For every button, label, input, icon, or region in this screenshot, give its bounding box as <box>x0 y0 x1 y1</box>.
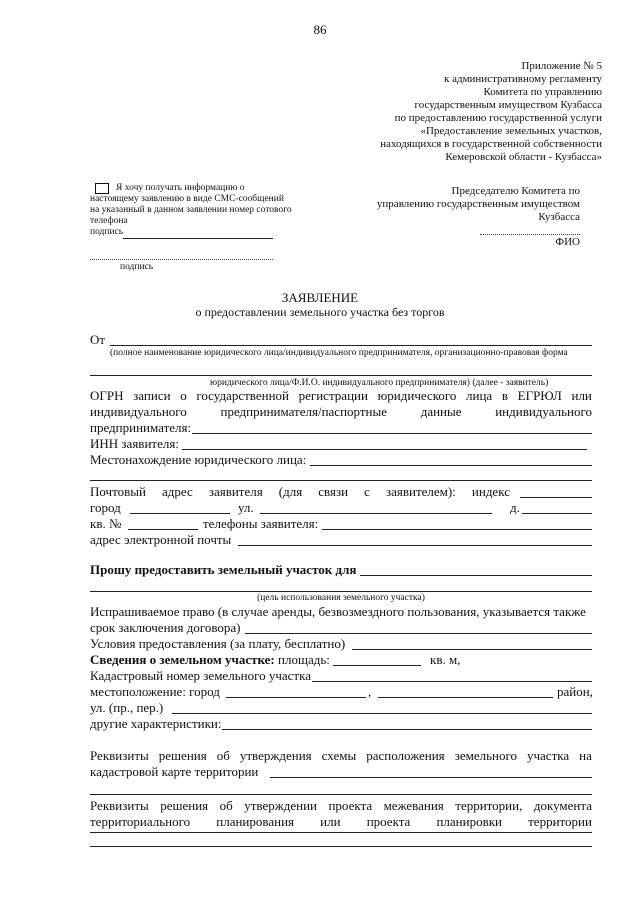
area-field[interactable] <box>333 665 421 666</box>
addressee-line: Председателю Комитета по <box>451 185 580 197</box>
area-unit: кв. м, <box>430 652 461 667</box>
req2-word: планировки <box>436 814 502 829</box>
ogrn-word: записи <box>133 388 171 403</box>
request-field-2[interactable] <box>90 591 592 592</box>
appendix-line: «Предоставление земельных участков, <box>420 125 602 137</box>
district-label: район, <box>557 684 593 699</box>
ogrn-word: данные <box>420 404 462 419</box>
right-text: Испрашиваемое право (в случае аренды, безвозмездного пользования, указывается также <box>90 604 586 619</box>
right-row-1 <box>90 604 592 620</box>
req2-word: территории <box>528 814 592 829</box>
appendix-line: Кемеровской области - Кузбасса» <box>445 151 602 163</box>
conditions-field[interactable] <box>352 649 592 650</box>
ogrn-field[interactable] <box>192 433 592 434</box>
requisites1-field[interactable] <box>270 777 592 778</box>
req2-word: территории, <box>455 798 523 813</box>
postal-row <box>90 484 510 500</box>
location-city-label: местоположение: город <box>90 684 220 699</box>
location-field-2[interactable] <box>90 480 592 481</box>
req2-word: утверждении <box>244 798 317 813</box>
ogrn-word: ОГРН <box>90 388 124 403</box>
addressee-line: Кузбасса <box>538 211 580 223</box>
signature-line[interactable] <box>90 259 273 260</box>
land-info-row <box>90 652 330 668</box>
comma: , <box>368 684 372 699</box>
land-info-label: Сведения о земельном участке: <box>90 652 275 667</box>
from-caption-2: юридического лица/Ф.И.О. индивидуального предпринимателя) (далее - заявитель) <box>210 378 549 388</box>
appendix-line: государственным имуществом Кузбасса <box>414 99 602 111</box>
index-field[interactable] <box>520 497 592 498</box>
sms-line: на указанный в данном заявлении номер сотового <box>90 205 292 215</box>
sms-consent-checkbox[interactable] <box>95 183 109 194</box>
other-label: другие характеристики: <box>90 716 222 731</box>
req2-word: проекта <box>366 814 411 829</box>
ogrn-word: индивидуального <box>495 404 592 419</box>
requisites2-field-2[interactable] <box>90 846 592 847</box>
requisites2-row-2 <box>90 814 592 830</box>
sms-line: телефона <box>90 216 128 226</box>
right-field[interactable] <box>245 633 592 634</box>
req1-word: Реквизиты <box>90 748 149 763</box>
req1-word: земельного <box>454 748 517 763</box>
req2-word: документа <box>533 798 592 813</box>
ogrn-word: или <box>571 388 592 403</box>
request-field[interactable] <box>360 575 592 576</box>
ogrn-word: индивидуального <box>90 404 187 419</box>
appendix-line: к административному регламенту <box>444 73 602 85</box>
street-label: ул. <box>238 500 254 515</box>
postal-word: (для <box>278 484 303 499</box>
phones-field[interactable] <box>322 529 592 530</box>
area-label: площадь: <box>278 652 330 667</box>
from-caption-1: (полное наименование юридического лица/индивидуального предпринимателя, организационно-правовая форма <box>110 348 568 358</box>
req1-word: на <box>579 748 592 763</box>
appendix-line: находящихся в государственной собственности <box>380 138 602 150</box>
land-street-label: ул. (пр., пер.) <box>90 700 164 715</box>
email-label: адрес электронной почты <box>90 532 232 547</box>
sms-signed-line[interactable] <box>123 238 273 239</box>
requisites1-row-1 <box>90 748 592 764</box>
req1-word: участка <box>527 748 570 763</box>
req2-word: об <box>219 798 233 813</box>
ogrn-word: ЕГРЮЛ <box>517 388 562 403</box>
cadastral-field[interactable] <box>312 681 592 682</box>
appendix-line: Приложение № 5 <box>521 60 602 72</box>
sms-signed-label: подпись <box>90 227 124 237</box>
requisites1-row-2: кадастровой карте территории <box>90 764 259 779</box>
ogrn-word: о <box>180 388 187 403</box>
right-row-2: срок заключения договора) <box>90 620 241 635</box>
sms-line: настоящему заявлению в виде СМС-сообщений <box>90 194 284 204</box>
from-line[interactable] <box>110 345 592 346</box>
apt-field[interactable] <box>128 529 198 530</box>
req2-word: территориального <box>90 814 191 829</box>
req2-word: планирования <box>216 814 295 829</box>
postal-word: Почтовый <box>90 484 146 499</box>
document-subtitle: о предоставлении земельного участка без торгов <box>195 305 445 319</box>
land-street-field[interactable] <box>172 713 592 714</box>
ogrn-word: регистрации <box>298 388 368 403</box>
ogrn-row-3: предпринимателя: <box>90 420 192 435</box>
ogrn-word: в <box>501 388 508 403</box>
inn-label: ИНН заявителя: <box>90 436 179 451</box>
location-label: Местонахождение юридического лица: <box>90 452 307 467</box>
house-field[interactable] <box>522 513 592 514</box>
req2-word: Реквизиты <box>90 798 149 813</box>
from-label: От <box>90 332 106 347</box>
postal-word: заявителем): <box>385 484 456 499</box>
postal-word: с <box>364 484 370 499</box>
ogrn-word: предпринимателя/паспортные <box>220 404 388 419</box>
addressee-line: управлению государственным имуществом <box>376 198 580 210</box>
conditions-label: Условия предоставления (за плату, бесплатно) <box>90 636 346 651</box>
fio-label: ФИО <box>555 236 580 248</box>
ogrn-row-2 <box>90 404 592 420</box>
requisites1-field-2[interactable] <box>90 794 592 795</box>
document-title: ЗАЯВЛЕНИЕ <box>281 290 359 305</box>
req2-word: межевания <box>383 798 444 813</box>
house-label: д. <box>510 500 520 515</box>
request-caption: (цель использования земельного участка) <box>257 593 425 603</box>
appendix-line: по предоставлению государственной услуги <box>394 112 602 124</box>
req1-word: расположения <box>366 748 445 763</box>
signature-caption: подпись <box>120 262 154 272</box>
appendix-block <box>380 60 602 164</box>
postal-word: связи <box>318 484 349 499</box>
req1-word: утверждения <box>239 748 312 763</box>
location-field[interactable] <box>310 465 592 466</box>
city-label: город <box>90 500 121 515</box>
appendix-line: Комитета по управлению <box>483 86 602 98</box>
phones-label: телефоны заявителя: <box>203 516 319 531</box>
ogrn-row-1 <box>90 388 592 404</box>
req2-word: проекта <box>328 798 373 813</box>
inn-field[interactable] <box>182 449 587 450</box>
requisites2-field[interactable] <box>90 832 592 833</box>
addressee-block <box>377 185 580 224</box>
requisites2-row-1 <box>90 798 592 814</box>
district-field[interactable] <box>378 697 553 698</box>
req1-word: об <box>216 748 230 763</box>
city-field[interactable] <box>130 513 230 514</box>
req2-word: или <box>320 814 341 829</box>
fio-line[interactable] <box>480 234 580 235</box>
req1-word: решения <box>158 748 207 763</box>
ogrn-word: государственной <box>196 388 289 403</box>
postal-word: заявителя <box>208 484 263 499</box>
req2-word: решения <box>160 798 209 813</box>
apt-label: кв. № <box>90 516 122 531</box>
location-city-field[interactable] <box>226 697 366 698</box>
other-field[interactable] <box>222 729 592 730</box>
sms-line: Я хочу получать информацию о <box>116 183 245 193</box>
request-label: Прошу предоставить земельный участок для <box>90 562 357 577</box>
from-line-2[interactable] <box>90 375 592 376</box>
ogrn-word: юридического <box>377 388 457 403</box>
ogrn-word: лица <box>466 388 493 403</box>
page-number: 86 <box>313 22 327 37</box>
req1-word: схемы <box>321 748 357 763</box>
cadastral-label: Кадастровый номер земельного участка <box>90 668 311 683</box>
email-field[interactable] <box>238 545 592 546</box>
postal-word: индекс <box>471 484 510 499</box>
postal-word: адрес <box>162 484 193 499</box>
street-field[interactable] <box>260 513 492 514</box>
